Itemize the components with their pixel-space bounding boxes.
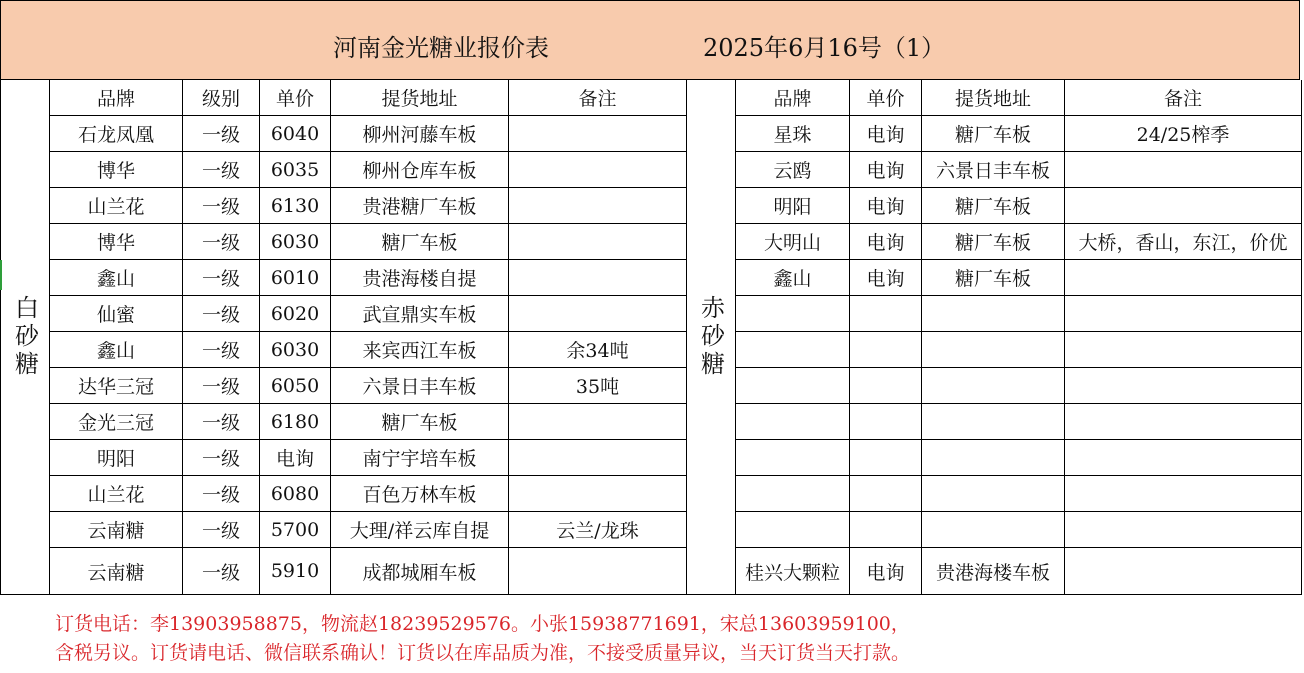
red-sugar-cell	[850, 404, 922, 440]
white-sugar-cell: 鑫山	[50, 260, 183, 296]
white-sugar-cell: 6050	[260, 368, 331, 404]
white-sugar-cell: 石龙凤凰	[50, 116, 183, 152]
white-sugar-cell: 5910	[260, 548, 331, 595]
white-sugar-cell: 一级	[183, 512, 260, 548]
white-sugar-label-text: 白砂糖	[10, 295, 39, 379]
red-sugar-cell	[1065, 260, 1302, 296]
red-sugar-cell	[1065, 152, 1302, 188]
red-sugar-cell	[922, 440, 1065, 476]
red-sugar-cell	[1065, 188, 1302, 224]
red-sugar-cell: 贵港海楼车板	[922, 548, 1065, 595]
white-sugar-cell: 一级	[183, 548, 260, 595]
red-sugar-cell	[736, 512, 850, 548]
red-sugar-cell	[1065, 476, 1302, 512]
red-sugar-cell	[736, 440, 850, 476]
red-sugar-cell	[850, 368, 922, 404]
white-sugar-cell: 一级	[183, 116, 260, 152]
white-sugar-cell	[509, 440, 687, 476]
white-sugar-cell: 贵港海楼自提	[331, 260, 509, 296]
white-sugar-cell: 金光三冠	[50, 404, 183, 440]
sheet-title: 河南金光糖业报价表	[333, 34, 549, 62]
red-sugar-cell: 电询	[850, 116, 922, 152]
white-sugar-cell: 贵港糖厂车板	[331, 188, 509, 224]
red-sugar-cell	[1065, 440, 1302, 476]
red-sugar-cell: 大明山	[736, 224, 850, 260]
white-sugar-cell: 一级	[183, 188, 260, 224]
white-sugar-cell	[509, 476, 687, 512]
white-sugar-cell	[509, 260, 687, 296]
red-sugar-cell	[1065, 548, 1302, 595]
red-sugar-cell	[922, 296, 1065, 332]
white-sugar-cell: 云南糖	[50, 512, 183, 548]
red-sugar-header-cell: 品牌	[736, 80, 850, 116]
red-sugar-cell: 糖厂车板	[922, 260, 1065, 296]
red-sugar-cell: 桂兴大颗粒	[736, 548, 850, 595]
selection-marker	[0, 260, 2, 290]
white-sugar-cell: 余34吨	[509, 332, 687, 368]
white-sugar-cell: 云南糖	[50, 548, 183, 595]
red-sugar-cell	[922, 404, 1065, 440]
white-sugar-cell: 山兰花	[50, 188, 183, 224]
white-sugar-cell: 一级	[183, 296, 260, 332]
red-sugar-cell: 云鸥	[736, 152, 850, 188]
white-sugar-header-cell: 提货地址	[331, 80, 509, 116]
red-sugar-cell: 24/25榨季	[1065, 116, 1302, 152]
red-sugar-cell	[736, 368, 850, 404]
red-sugar-cell: 糖厂车板	[922, 188, 1065, 224]
red-sugar-cell	[1065, 404, 1302, 440]
price-table	[0, 80, 1304, 595]
white-sugar-cell: 6080	[260, 476, 331, 512]
red-sugar-cell: 鑫山	[736, 260, 850, 296]
white-sugar-cell: 南宁宇培车板	[331, 440, 509, 476]
white-sugar-cell: 6040	[260, 116, 331, 152]
red-sugar-cell	[850, 296, 922, 332]
white-sugar-cell: 仙蜜	[50, 296, 183, 332]
white-sugar-cell: 一级	[183, 332, 260, 368]
white-sugar-cell	[509, 224, 687, 260]
red-sugar-cell: 六景日丰车板	[922, 152, 1065, 188]
red-sugar-cell: 电询	[850, 548, 922, 595]
red-sugar-label	[687, 80, 736, 595]
contact-line-2: 含税另议。订货请电话、微信联系确认！订货以在库品质为准，不接受质量异议，当天订货当天打款。	[55, 642, 911, 664]
white-sugar-cell: 大理/祥云库自提	[331, 512, 509, 548]
white-sugar-cell: 柳州河藤车板	[331, 116, 509, 152]
red-sugar-cell: 大桥，香山，东江，价优	[1065, 224, 1302, 260]
white-sugar-cell	[509, 548, 687, 595]
red-sugar-cell	[1065, 512, 1302, 548]
white-sugar-cell: 糖厂车板	[331, 224, 509, 260]
white-sugar-cell: 糖厂车板	[331, 404, 509, 440]
red-sugar-header-cell: 单价	[850, 80, 922, 116]
white-sugar-cell: 6030	[260, 332, 331, 368]
red-sugar-cell: 电询	[850, 260, 922, 296]
white-sugar-cell	[509, 116, 687, 152]
white-sugar-cell: 一级	[183, 440, 260, 476]
red-sugar-cell	[850, 440, 922, 476]
red-sugar-cell	[850, 476, 922, 512]
title-bar	[0, 0, 1300, 80]
white-sugar-cell: 一级	[183, 368, 260, 404]
white-sugar-cell: 来宾西江车板	[331, 332, 509, 368]
white-sugar-cell: 一级	[183, 224, 260, 260]
white-sugar-cell: 成都城厢车板	[331, 548, 509, 595]
red-sugar-cell: 电询	[850, 224, 922, 260]
red-sugar-cell	[922, 368, 1065, 404]
red-sugar-cell	[736, 404, 850, 440]
white-sugar-cell: 博华	[50, 152, 183, 188]
white-sugar-cell: 博华	[50, 224, 183, 260]
white-sugar-cell: 一级	[183, 152, 260, 188]
white-sugar-cell: 6130	[260, 188, 331, 224]
white-sugar-cell: 6030	[260, 224, 331, 260]
white-sugar-cell: 山兰花	[50, 476, 183, 512]
red-sugar-header-cell: 提货地址	[922, 80, 1065, 116]
white-sugar-cell	[509, 404, 687, 440]
white-sugar-header-cell: 品牌	[50, 80, 183, 116]
white-sugar-cell: 一级	[183, 476, 260, 512]
white-sugar-label	[0, 80, 50, 595]
red-sugar-cell: 糖厂车板	[922, 116, 1065, 152]
white-sugar-header-cell: 备注	[509, 80, 687, 116]
white-sugar-cell: 6035	[260, 152, 331, 188]
white-sugar-cell: 6180	[260, 404, 331, 440]
white-sugar-header-cell: 单价	[260, 80, 331, 116]
white-sugar-cell: 一级	[183, 404, 260, 440]
red-sugar-cell	[736, 476, 850, 512]
white-sugar-cell: 云兰/龙珠	[509, 512, 687, 548]
red-sugar-cell	[850, 512, 922, 548]
contact-line-1: 订货电话：李13903958875，物流赵18239529576。小张15938771691，宋总13603959100，	[55, 613, 910, 635]
white-sugar-cell: 六景日丰车板	[331, 368, 509, 404]
red-sugar-cell	[1065, 368, 1302, 404]
white-sugar-cell	[509, 296, 687, 332]
white-sugar-cell: 百色万林车板	[331, 476, 509, 512]
white-sugar-cell: 6010	[260, 260, 331, 296]
red-sugar-cell	[922, 512, 1065, 548]
red-sugar-cell	[1065, 296, 1302, 332]
white-sugar-cell: 5700	[260, 512, 331, 548]
red-sugar-cell: 明阳	[736, 188, 850, 224]
white-sugar-cell: 柳州仓库车板	[331, 152, 509, 188]
red-sugar-cell: 电询	[850, 188, 922, 224]
white-sugar-cell: 一级	[183, 260, 260, 296]
sheet-date: 2025年6月16号（1）	[703, 34, 946, 62]
white-sugar-cell: 35吨	[509, 368, 687, 404]
white-sugar-cell	[509, 188, 687, 224]
contact-note	[55, 610, 910, 668]
white-sugar-cell: 明阳	[50, 440, 183, 476]
red-sugar-cell	[1065, 332, 1302, 368]
white-sugar-cell	[509, 152, 687, 188]
white-sugar-cell: 鑫山	[50, 332, 183, 368]
red-sugar-cell	[736, 296, 850, 332]
red-sugar-header-cell: 备注	[1065, 80, 1302, 116]
red-sugar-cell: 星珠	[736, 116, 850, 152]
red-sugar-cell	[850, 332, 922, 368]
red-sugar-cell	[736, 332, 850, 368]
white-sugar-cell: 达华三冠	[50, 368, 183, 404]
red-sugar-cell	[922, 332, 1065, 368]
white-sugar-cell: 武宣鼎实车板	[331, 296, 509, 332]
red-sugar-cell	[922, 476, 1065, 512]
white-sugar-cell: 6020	[260, 296, 331, 332]
red-sugar-cell: 糖厂车板	[922, 224, 1065, 260]
red-sugar-cell: 电询	[850, 152, 922, 188]
red-sugar-label-text: 赤砂糖	[696, 295, 725, 379]
white-sugar-header-cell: 级别	[183, 80, 260, 116]
white-sugar-cell: 电询	[260, 440, 331, 476]
